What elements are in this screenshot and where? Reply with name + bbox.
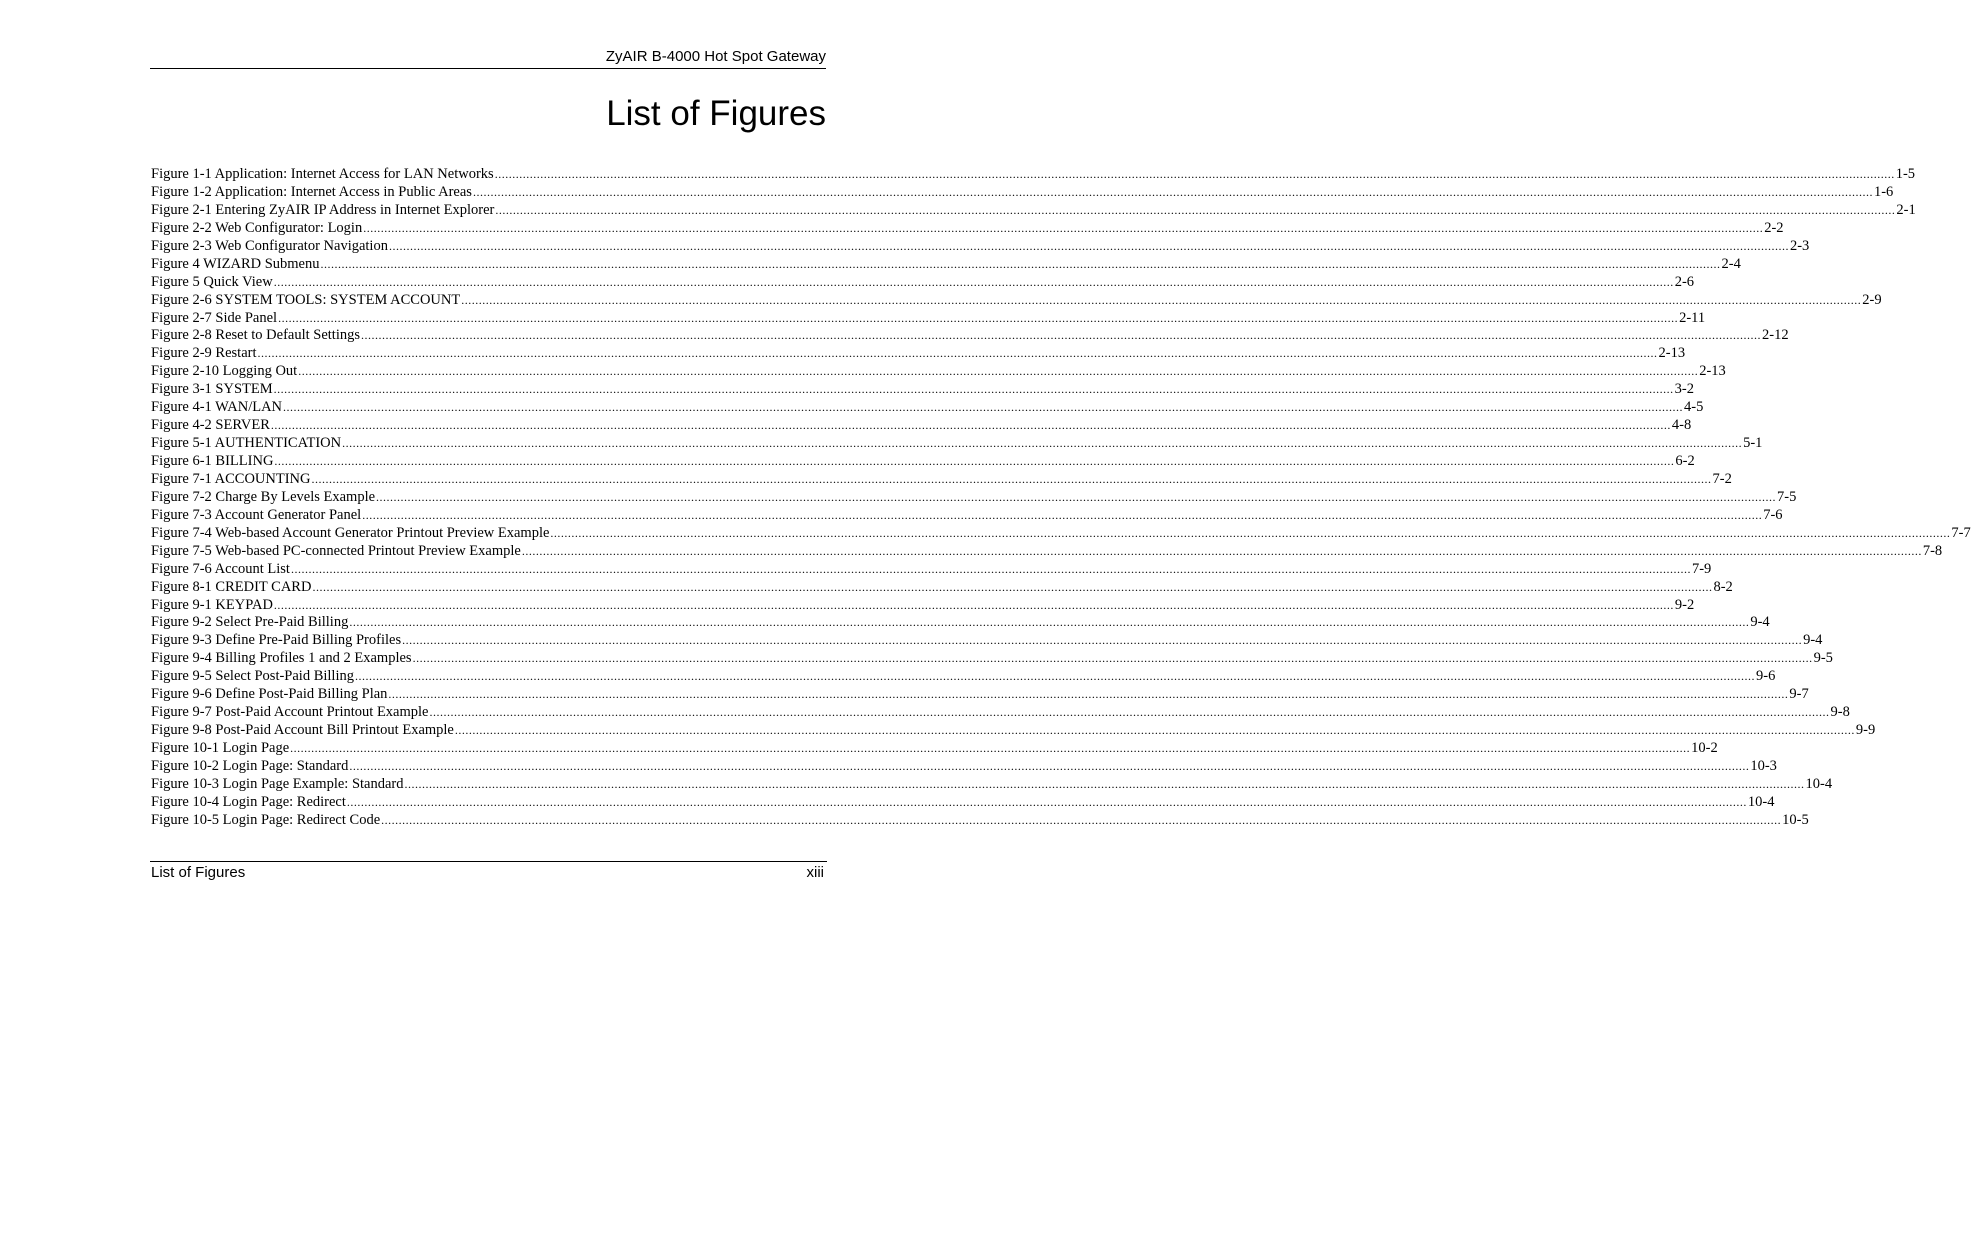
dot-leader: ................................................................................................................................................................................................................................................................................................................................................................................................................ xyxy=(388,687,1789,702)
dot-leader: ................................................................................................................................................................................................................................................................................................................................................................................................................ xyxy=(550,525,1951,540)
dot-leader: ................................................................................................................................................................................................................................................................................................................................................................................................................ xyxy=(283,400,1684,415)
figure-entry[interactable] xyxy=(151,704,1850,722)
figure-entry-label: Figure 1-2 Application: Internet Access in Public Areas xyxy=(151,183,472,200)
figure-entry-label: Figure 2-6 SYSTEM TOOLS: SYSTEM ACCOUNT xyxy=(151,291,461,308)
figure-entry[interactable] xyxy=(151,237,1810,256)
figure-entry[interactable] xyxy=(151,399,1704,417)
dot-leader: ................................................................................................................................................................................................................................................................................................................................................................................................................ xyxy=(355,669,1755,684)
figure-entry-page: 10-3 xyxy=(1750,757,1777,774)
figure-entry[interactable] xyxy=(151,524,1971,543)
figure-entry-page: 1-5 xyxy=(1895,166,1916,182)
figure-entry-label: Figure 2-8 Reset to Default Settings xyxy=(151,327,361,344)
figure-entry-page: 9-2 xyxy=(1674,596,1695,613)
figure-entry-page: 2-11 xyxy=(1679,309,1706,326)
figure-entry[interactable] xyxy=(151,506,1783,525)
figure-entry-label: Figure 8-1 CREDIT CARD xyxy=(151,578,312,595)
figure-entry-page: 2-13 xyxy=(1658,345,1686,362)
figure-entry-page: 9-4 xyxy=(1750,614,1770,631)
figure-entry-label: Figure 9-6 Define Post-Paid Billing Plan xyxy=(151,686,388,703)
figure-entry-label: Figure 1-1 Application: Internet Access for LAN Networks xyxy=(151,166,494,182)
dot-leader: ................................................................................................................................................................................................................................................................................................................................................................................................................ xyxy=(320,256,1721,271)
figure-entry-label: Figure 4-2 SERVER xyxy=(151,417,270,434)
dot-leader: ................................................................................................................................................................................................................................................................................................................................................................................................................ xyxy=(361,328,1762,343)
figure-entry-page: 3-2 xyxy=(1674,381,1694,398)
dot-leader: ................................................................................................................................................................................................................................................................................................................................................................................................................ xyxy=(278,310,1679,325)
figure-entry-page: 6-2 xyxy=(1675,453,1695,469)
figure-entry-page: 7-5 xyxy=(1777,488,1797,505)
dot-leader: ................................................................................................................................................................................................................................................................................................................................................................................................................ xyxy=(521,543,1922,558)
dot-leader: ................................................................................................................................................................................................................................................................................................................................................................................................................ xyxy=(412,651,1813,666)
header-rule xyxy=(150,68,826,69)
figure-entry-page: 7-2 xyxy=(1712,470,1732,487)
figure-entry-page: 7-8 xyxy=(1922,542,1943,559)
dot-leader: ................................................................................................................................................................................................................................................................................................................................................................................................................ xyxy=(270,418,1671,433)
figure-entry-page: 1-6 xyxy=(1873,183,1894,200)
figure-entry-label: Figure 10-4 Login Page: Redirect xyxy=(151,793,346,810)
figure-entry-page: 9-9 xyxy=(1855,722,1876,739)
dot-leader: ................................................................................................................................................................................................................................................................................................................................................................................................................ xyxy=(461,292,1862,307)
figure-entry[interactable] xyxy=(151,560,1712,579)
dot-leader: ................................................................................................................................................................................................................................................................................................................................................................................................................ xyxy=(349,758,1750,773)
dot-leader: ................................................................................................................................................................................................................................................................................................................................................................................................................ xyxy=(346,794,1747,809)
dot-leader: ................................................................................................................................................................................................................................................................................................................................................................................................................ xyxy=(381,812,1782,827)
running-header: ZyAIR B-4000 Hot Spot Gateway xyxy=(605,48,826,65)
figure-entry-page: 10-4 xyxy=(1805,775,1833,792)
figure-entry-label: Figure 9-8 Post-Paid Account Bill Printout Example xyxy=(151,722,454,739)
dot-leader: ................................................................................................................................................................................................................................................................................................................................................................................................................ xyxy=(257,346,1658,361)
figure-entry-page: 2-13 xyxy=(1699,363,1726,380)
figure-entry[interactable] xyxy=(151,201,1916,220)
figure-entry-page: 2-6 xyxy=(1674,273,1695,290)
figure-entry[interactable] xyxy=(151,417,1692,435)
figure-entry-label: Figure 5 Quick View xyxy=(151,273,273,290)
figure-entry-page: 2-12 xyxy=(1762,327,1789,344)
figure-entry[interactable] xyxy=(151,686,1809,704)
figure-entry[interactable] xyxy=(151,470,1732,489)
figure-entry[interactable] xyxy=(151,219,1784,238)
figure-entry[interactable] xyxy=(151,345,1686,363)
figure-list xyxy=(151,166,1971,830)
figure-entry-page: 5-1 xyxy=(1743,435,1763,452)
dot-leader: ................................................................................................................................................................................................................................................................................................................................................................................................................ xyxy=(388,238,1789,253)
figure-entry[interactable] xyxy=(151,453,1695,471)
figure-entry-page: 2-1 xyxy=(1896,201,1916,218)
figure-entry[interactable] xyxy=(151,614,1770,632)
figure-entry-label: Figure 7-6 Account List xyxy=(151,560,290,577)
dot-leader: ................................................................................................................................................................................................................................................................................................................................................................................................................ xyxy=(402,633,1803,648)
figure-entry-label: Figure 4-1 WAN/LAN xyxy=(151,399,283,416)
dot-leader: ................................................................................................................................................................................................................................................................................................................................................................................................................ xyxy=(311,471,1712,486)
dot-leader: ................................................................................................................................................................................................................................................................................................................................................................................................................ xyxy=(349,615,1750,630)
dot-leader: ................................................................................................................................................................................................................................................................................................................................................................................................................ xyxy=(494,167,1895,181)
figure-entry-label: Figure 9-1 KEYPAD xyxy=(151,596,273,613)
figure-entry-page: 7-6 xyxy=(1763,506,1783,523)
figure-entry-page: 9-4 xyxy=(1803,632,1823,649)
figure-entry[interactable] xyxy=(151,722,1876,740)
footer-page-number: xiii xyxy=(806,864,824,881)
figure-entry[interactable] xyxy=(151,327,1789,345)
figure-entry[interactable] xyxy=(151,632,1823,650)
figure-entry-label: Figure 7-3 Account Generator Panel xyxy=(151,506,362,523)
dot-leader: ................................................................................................................................................................................................................................................................................................................................................................................................................ xyxy=(454,723,1855,738)
dot-leader: ................................................................................................................................................................................................................................................................................................................................................................................................................ xyxy=(290,561,1691,576)
figure-entry-label: Figure 10-5 Login Page: Redirect Code xyxy=(151,811,381,828)
figure-entry-label: Figure 2-1 Entering ZyAIR IP Address in Internet Explorer xyxy=(151,201,495,218)
dot-leader: ................................................................................................................................................................................................................................................................................................................................................................................................................ xyxy=(273,597,1674,612)
dot-leader: ................................................................................................................................................................................................................................................................................................................................................................................................................ xyxy=(273,274,1674,289)
figure-entry[interactable] xyxy=(151,381,1694,399)
dot-leader: ................................................................................................................................................................................................................................................................................................................................................................................................................ xyxy=(290,741,1691,755)
figure-entry[interactable] xyxy=(151,668,1776,686)
figure-entry[interactable] xyxy=(151,578,1733,597)
dot-leader: ................................................................................................................................................................................................................................................................................................................................................................................................................ xyxy=(274,454,1675,468)
dot-leader: ................................................................................................................................................................................................................................................................................................................................................................................................................ xyxy=(376,489,1777,504)
dot-leader: ................................................................................................................................................................................................................................................................................................................................................................................................................ xyxy=(362,507,1763,522)
figure-entry-page: 9-8 xyxy=(1830,704,1850,721)
figure-entry-page: 2-4 xyxy=(1721,255,1741,272)
figure-entry[interactable] xyxy=(151,775,1833,794)
figure-entry-page: 9-7 xyxy=(1789,686,1809,703)
dot-leader: ................................................................................................................................................................................................................................................................................................................................................................................................................ xyxy=(298,364,1699,379)
figure-entry-label: Figure 9-2 Select Pre-Paid Billing xyxy=(151,614,349,631)
footer-section-title: List of Figures xyxy=(151,864,246,881)
dot-leader: ................................................................................................................................................................................................................................................................................................................................................................................................................ xyxy=(312,579,1713,594)
figure-entry[interactable] xyxy=(151,255,1741,274)
dot-leader: ................................................................................................................................................................................................................................................................................................................................................................................................................ xyxy=(273,382,1674,397)
figure-entry-page: 9-6 xyxy=(1756,668,1776,685)
figure-entry[interactable] xyxy=(151,291,1882,310)
figure-entry[interactable] xyxy=(151,488,1797,507)
figure-entry-label: Figure 6-1 BILLING xyxy=(151,453,274,469)
figure-entry[interactable] xyxy=(151,596,1695,615)
figure-entry[interactable] xyxy=(151,811,1809,830)
figure-entry[interactable] xyxy=(151,793,1775,812)
figure-entry-page: 7-9 xyxy=(1691,560,1712,577)
figure-entry-page: 2-2 xyxy=(1764,219,1784,236)
dot-leader: ................................................................................................................................................................................................................................................................................................................................................................................................................ xyxy=(495,202,1896,217)
figure-entry-page: 7-7 xyxy=(1951,524,1971,541)
figure-entry-page: 8-2 xyxy=(1713,578,1733,595)
figure-entry-label: Figure 10-3 Login Page Example: Standard xyxy=(151,775,404,792)
figure-entry-page: 2-3 xyxy=(1789,237,1810,254)
figure-entry-label: Figure 4 WIZARD Submenu xyxy=(151,255,320,272)
figure-entry-label: Figure 7-2 Charge By Levels Example xyxy=(151,488,376,505)
figure-entry[interactable] xyxy=(151,740,1718,758)
figure-entry-page: 10-2 xyxy=(1691,740,1718,756)
footer-rule xyxy=(150,861,827,862)
figure-entry-label: Figure 9-3 Define Pre-Paid Billing Profiles xyxy=(151,632,402,649)
dot-leader: ................................................................................................................................................................................................................................................................................................................................................................................................................ xyxy=(404,776,1805,791)
figure-entry-label: Figure 5-1 AUTHENTICATION xyxy=(151,435,342,452)
dot-leader: ................................................................................................................................................................................................................................................................................................................................................................................................................ xyxy=(363,220,1764,235)
figure-entry-label: Figure 10-1 Login Page xyxy=(151,740,290,756)
figure-entry[interactable] xyxy=(151,435,1763,453)
figure-entry-label: Figure 2-2 Web Configurator: Login xyxy=(151,219,363,236)
figure-entry[interactable] xyxy=(151,166,1916,184)
dot-leader: ................................................................................................................................................................................................................................................................................................................................................................................................................ xyxy=(429,705,1830,720)
figure-entry[interactable] xyxy=(151,183,1894,202)
figure-entry-page: 4-5 xyxy=(1684,399,1704,416)
figure-entry-page: 9-5 xyxy=(1813,650,1833,667)
figure-entry-label: Figure 9-4 Billing Profiles 1 and 2 Examples xyxy=(151,650,412,667)
figure-entry-label: Figure 7-4 Web-based Account Generator Printout Preview Example xyxy=(151,524,550,541)
figure-entry-label: Figure 9-7 Post-Paid Account Printout Example xyxy=(151,704,429,721)
figure-entry-page: 4-8 xyxy=(1671,417,1692,434)
figure-entry-label: Figure 2-9 Restart xyxy=(151,345,257,362)
figure-entry-label: Figure 10-2 Login Page: Standard xyxy=(151,757,349,774)
figure-entry-label: Figure 2-3 Web Configurator Navigation xyxy=(151,237,388,254)
figure-entry-label: Figure 7-5 Web-based PC-connected Printout Preview Example xyxy=(151,542,521,559)
figure-entry-label: Figure 9-5 Select Post-Paid Billing xyxy=(151,668,354,685)
figure-entry-page: 10-5 xyxy=(1782,811,1809,828)
dot-leader: ................................................................................................................................................................................................................................................................................................................................................................................................................ xyxy=(472,184,1873,199)
figure-entry[interactable] xyxy=(151,273,1695,292)
figure-entry-label: Figure 2-7 Side Panel xyxy=(151,309,278,326)
figure-entry[interactable] xyxy=(151,363,1726,381)
figure-entry-label: Figure 7-1 ACCOUNTING xyxy=(151,470,311,487)
page-title: List of Figures xyxy=(606,94,826,133)
figure-entry-label: Figure 2-10 Logging Out xyxy=(151,363,298,380)
figure-entry[interactable] xyxy=(151,542,1943,561)
figure-entry-page: 2-9 xyxy=(1862,291,1882,308)
figure-entry[interactable] xyxy=(151,309,1706,328)
dot-leader: ................................................................................................................................................................................................................................................................................................................................................................................................................ xyxy=(342,436,1743,451)
figure-entry-label: Figure 3-1 SYSTEM xyxy=(151,381,273,398)
figure-entry-page: 10-4 xyxy=(1747,793,1775,810)
figure-entry[interactable] xyxy=(151,757,1777,776)
figure-entry[interactable] xyxy=(151,650,1833,668)
